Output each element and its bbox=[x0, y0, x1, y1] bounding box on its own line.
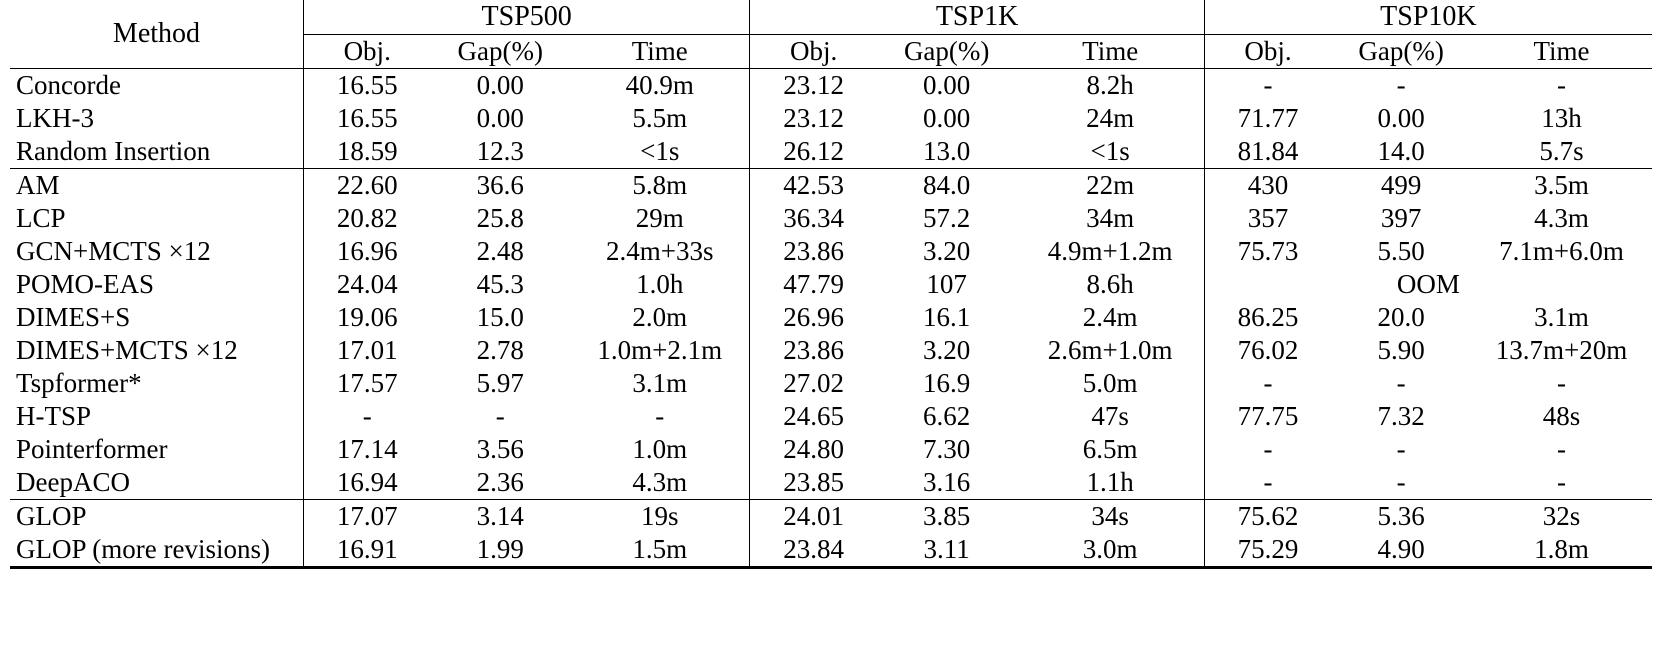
table-row bbox=[10, 268, 1652, 301]
table-row bbox=[10, 169, 1652, 203]
row-method-label: DIMES+S bbox=[16, 302, 131, 332]
cell-value: 0.00 bbox=[877, 69, 1017, 103]
cell-value: 7.30 bbox=[923, 434, 971, 464]
cell-value: 2.36 bbox=[476, 467, 524, 497]
cell-value: 24.04 bbox=[303, 268, 430, 301]
cell-value: 36.34 bbox=[750, 202, 877, 235]
cell-value: 16.1 bbox=[923, 302, 971, 332]
cell-value: 6.5m bbox=[1082, 434, 1138, 464]
cell-value: 17.07 bbox=[303, 500, 430, 534]
cell-value: 16.55 bbox=[303, 102, 430, 135]
cell-value: 6.62 bbox=[923, 401, 971, 431]
cell-value: - bbox=[1396, 368, 1406, 398]
cell-value: 0.00 bbox=[1377, 103, 1425, 133]
cell-value: 23.86 bbox=[750, 235, 877, 268]
cell-value: 16.91 bbox=[303, 533, 430, 568]
cell-value: 3.1m bbox=[1534, 302, 1589, 332]
cell-value: 4.3m bbox=[1534, 203, 1589, 233]
cell-value: 4.3m bbox=[632, 467, 688, 497]
column-header-tsp1k-time: Time bbox=[1082, 36, 1139, 66]
cell-value: 2.6m+1.0m bbox=[1047, 335, 1173, 365]
cell-value: 75.62 bbox=[1204, 500, 1331, 534]
cell-value: - bbox=[1557, 368, 1566, 398]
column-header-tsp1k-gap: Gap(%) bbox=[903, 36, 990, 66]
cell-value: 34s bbox=[1017, 500, 1205, 534]
cell-value: 2.48 bbox=[476, 236, 524, 266]
cell-value: 13h bbox=[1541, 103, 1582, 133]
cell-value: 26.12 bbox=[750, 135, 877, 169]
cell-value: 71.77 bbox=[1204, 102, 1331, 135]
column-group-header-tsp500: TSP500 bbox=[303, 0, 749, 35]
cell-value: - bbox=[303, 400, 430, 433]
cell-value: 3.1m bbox=[632, 368, 688, 398]
cell-value: 22.60 bbox=[303, 169, 430, 203]
cell-value: 5.90 bbox=[1377, 335, 1425, 365]
table-row bbox=[10, 135, 1652, 169]
cell-value: - bbox=[1557, 467, 1566, 497]
cell-value: 20.82 bbox=[303, 202, 430, 235]
column-header-tsp10k-obj: Obj. bbox=[1204, 35, 1331, 69]
cell-value: 57.2 bbox=[923, 203, 971, 233]
row-method-label: AM bbox=[10, 169, 303, 203]
cell-value: 8.2h bbox=[1017, 69, 1205, 103]
results-table bbox=[10, 0, 1652, 569]
cell-value: 5.8m bbox=[570, 169, 750, 203]
cell-value: 40.9m bbox=[570, 69, 750, 103]
cell-value: 7.1m+6.0m bbox=[1499, 236, 1624, 266]
cell-value: 1.0h bbox=[636, 269, 684, 299]
table-header-groups bbox=[10, 0, 1652, 35]
cell-value: 107 bbox=[926, 269, 967, 299]
column-header-method: Method bbox=[112, 18, 201, 49]
cell-value: 36.6 bbox=[430, 169, 570, 203]
cell-value: 3.56 bbox=[476, 434, 524, 464]
row-method-label: POMO-EAS bbox=[16, 269, 155, 299]
cell-value: 13.7m+20m bbox=[1495, 335, 1628, 365]
cell-value: 3.16 bbox=[923, 467, 971, 497]
cell-value: 23.86 bbox=[750, 334, 877, 367]
row-method-label: H-TSP bbox=[16, 401, 92, 431]
column-header-tsp10k-gap: Gap(%) bbox=[1358, 36, 1444, 66]
cell-value: 17.57 bbox=[303, 367, 430, 400]
table-row bbox=[10, 500, 1652, 534]
cell-value: - bbox=[1471, 69, 1652, 103]
cell-value: 23.84 bbox=[750, 533, 877, 568]
table-row bbox=[10, 301, 1652, 334]
cell-value: 5.0m bbox=[1082, 368, 1138, 398]
cell-value: 48s bbox=[1542, 401, 1581, 431]
cell-value: 499 bbox=[1331, 169, 1471, 203]
cell-value: 3.14 bbox=[430, 500, 570, 534]
cell-value: 17.01 bbox=[303, 334, 430, 367]
cell-value: 23.12 bbox=[750, 69, 877, 103]
table-row bbox=[10, 433, 1652, 466]
table-row bbox=[10, 202, 1652, 235]
cell-value: 1.5m bbox=[570, 533, 750, 568]
cell-value: - bbox=[1396, 467, 1406, 497]
cell-value: 24.65 bbox=[750, 400, 877, 433]
row-method-label: DIMES+MCTS ×12 bbox=[16, 335, 238, 365]
cell-value: 5.36 bbox=[1331, 500, 1471, 534]
cell-value: 13.0 bbox=[923, 136, 971, 166]
cell-value: 32s bbox=[1471, 500, 1652, 534]
cell-value: - bbox=[1204, 367, 1331, 400]
cell-value: 23.85 bbox=[750, 466, 877, 500]
table-row bbox=[10, 533, 1652, 568]
table-row bbox=[10, 69, 1652, 103]
cell-value: 357 bbox=[1204, 202, 1331, 235]
cell-value: 0.00 bbox=[430, 69, 570, 103]
cell-value: 76.02 bbox=[1204, 334, 1331, 367]
table-row bbox=[10, 466, 1652, 500]
cell-value: - bbox=[495, 401, 505, 431]
cell-value: <1s bbox=[1090, 136, 1130, 166]
cell-value: 77.75 bbox=[1204, 400, 1331, 433]
row-method-label: Concorde bbox=[10, 69, 303, 103]
cell-value: 7.32 bbox=[1377, 401, 1425, 431]
cell-value: - bbox=[655, 401, 665, 431]
cell-value: 16.9 bbox=[923, 368, 971, 398]
table-row bbox=[10, 334, 1652, 367]
cell-value: 5.7s bbox=[1539, 136, 1584, 166]
cell-value: 24m bbox=[1086, 103, 1135, 133]
cell-value: 1.99 bbox=[430, 533, 570, 568]
column-header-tsp500-gap: Gap(%) bbox=[457, 36, 544, 66]
cell-value: 26.96 bbox=[750, 301, 877, 334]
cell-value: 3.11 bbox=[877, 533, 1017, 568]
cell-value: 3.20 bbox=[923, 236, 971, 266]
column-header-tsp500-time: Time bbox=[631, 36, 688, 66]
row-method-label: GLOP bbox=[10, 500, 303, 534]
cell-value: 397 bbox=[1380, 203, 1422, 233]
row-method-label: DeepACO bbox=[16, 467, 130, 497]
cell-value: 2.4m bbox=[1082, 302, 1138, 332]
row-method-label: LKH-3 bbox=[16, 103, 94, 133]
cell-value: 19.06 bbox=[303, 301, 430, 334]
column-header-tsp10k-time: Time bbox=[1533, 36, 1590, 66]
cell-value: 17.14 bbox=[303, 433, 430, 466]
cell-value: 16.94 bbox=[303, 466, 430, 500]
cell-value: 75.73 bbox=[1204, 235, 1331, 268]
cell-value: 45.3 bbox=[476, 269, 524, 299]
row-method-label: Tspformer* bbox=[16, 368, 142, 398]
cell-value: 3.5m bbox=[1471, 169, 1652, 203]
cell-value: 27.02 bbox=[750, 367, 877, 400]
cell-value: 42.53 bbox=[750, 169, 877, 203]
cell-value: - bbox=[1557, 434, 1566, 464]
table-row bbox=[10, 400, 1652, 433]
cell-value: 1.0m bbox=[632, 434, 688, 464]
table-row bbox=[10, 102, 1652, 135]
cell-value: <1s bbox=[640, 136, 680, 166]
cell-value: 12.3 bbox=[476, 136, 524, 166]
cell-value: 2.4m+33s bbox=[606, 236, 714, 266]
cell-value: - bbox=[1204, 466, 1331, 500]
cell-value: 23.12 bbox=[750, 102, 877, 135]
cell-value: 4.90 bbox=[1331, 533, 1471, 568]
cell-value: 15.0 bbox=[476, 302, 524, 332]
cell-value: 2.78 bbox=[476, 335, 524, 365]
cell-value: - bbox=[1331, 69, 1471, 103]
cell-value: 5.50 bbox=[1377, 236, 1425, 266]
row-method-label: LCP bbox=[16, 203, 66, 233]
cell-value: 0.00 bbox=[923, 103, 971, 133]
table-row bbox=[10, 367, 1652, 400]
cell-value: 16.96 bbox=[303, 235, 430, 268]
column-group-header-tsp10k: TSP10K bbox=[1204, 0, 1652, 35]
cell-value: 3.0m bbox=[1017, 533, 1205, 568]
cell-value: 5.5m bbox=[632, 103, 688, 133]
cell-value: - bbox=[1204, 69, 1331, 103]
cell-value: 86.25 bbox=[1204, 301, 1331, 334]
cell-value: 47s bbox=[1091, 401, 1129, 431]
cell-value: 5.97 bbox=[476, 368, 524, 398]
cell-value: 4.9m+1.2m bbox=[1047, 236, 1173, 266]
cell-value: 14.0 bbox=[1377, 136, 1425, 166]
cell-value: 16.55 bbox=[303, 69, 430, 103]
cell-value: - bbox=[1204, 433, 1331, 466]
cell-value: 75.29 bbox=[1204, 533, 1331, 568]
cell-value: 1.1h bbox=[1086, 467, 1134, 497]
cell-value: 8.6h bbox=[1086, 269, 1134, 299]
cell-value: 430 bbox=[1204, 169, 1331, 203]
cell-value: 19s bbox=[570, 500, 750, 534]
cell-value: 1.0m+2.1m bbox=[597, 335, 723, 365]
row-method-label: Random Insertion bbox=[16, 136, 211, 166]
cell-value: 24.01 bbox=[750, 500, 877, 534]
cell-value: 1.8m bbox=[1471, 533, 1652, 568]
cell-value: - bbox=[1396, 434, 1406, 464]
column-header-tsp1k-obj: Obj. bbox=[750, 35, 877, 69]
row-method-label: Pointerformer bbox=[16, 434, 168, 464]
cell-value: 81.84 bbox=[1204, 135, 1331, 169]
cell-value: 47.79 bbox=[750, 268, 877, 301]
cell-value: 0.00 bbox=[476, 103, 524, 133]
cell-value: 18.59 bbox=[303, 135, 430, 169]
row-method-label: GLOP (more revisions) bbox=[10, 533, 303, 568]
cell-value: 84.0 bbox=[877, 169, 1017, 203]
cell-value: 3.20 bbox=[923, 335, 971, 365]
cell-value: 29m bbox=[635, 203, 684, 233]
table-row bbox=[10, 235, 1652, 268]
column-group-header-tsp1k: TSP1K bbox=[750, 0, 1204, 35]
cell-value: 24.80 bbox=[750, 433, 877, 466]
cell-value: 22m bbox=[1017, 169, 1205, 203]
cell-value: 3.85 bbox=[877, 500, 1017, 534]
cell-value: 34m bbox=[1086, 203, 1135, 233]
cell-value-oom: OOM bbox=[1204, 268, 1652, 301]
cell-value: 25.8 bbox=[476, 203, 524, 233]
column-header-tsp500-obj: Obj. bbox=[303, 35, 430, 69]
cell-value: 2.0m bbox=[632, 302, 688, 332]
cell-value: 20.0 bbox=[1377, 302, 1425, 332]
row-method-label: GCN+MCTS ×12 bbox=[16, 236, 211, 266]
